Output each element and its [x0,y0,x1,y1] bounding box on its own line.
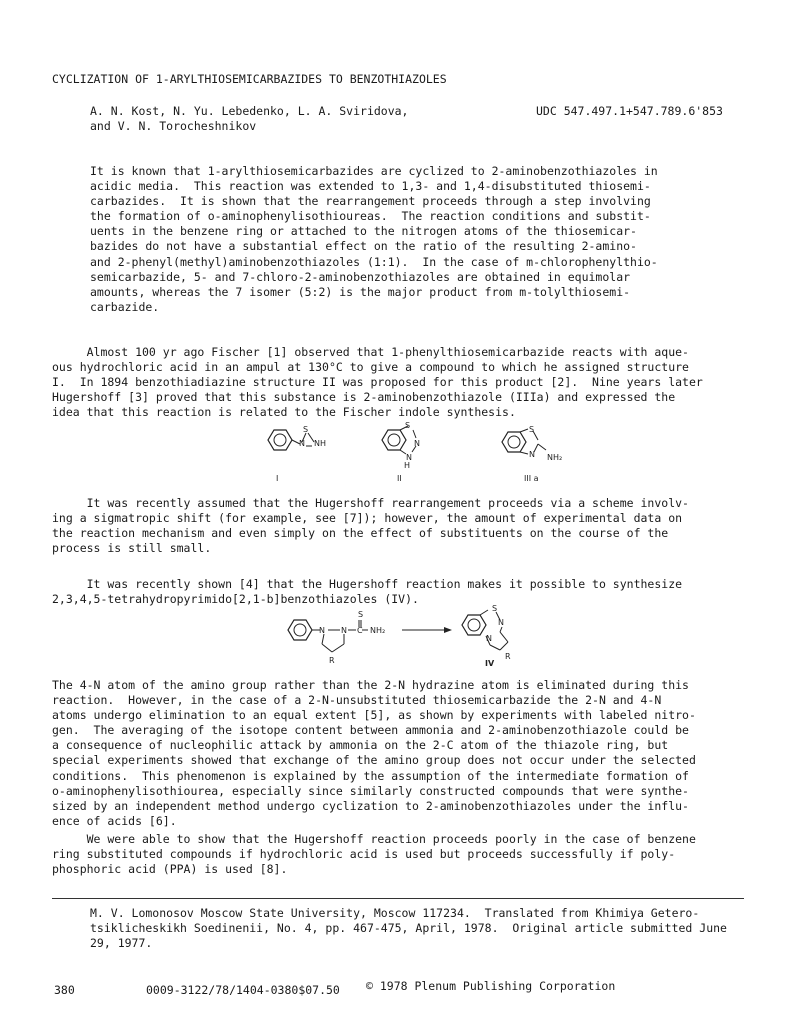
structure-IV-atom-n1: N [498,618,504,627]
structure-II-atom-n2: N [406,453,412,462]
structure-I-atom-s: S [303,425,309,434]
structure-I-atom-nh: NH [314,439,326,448]
structure-II-atom-n1: N [414,439,420,448]
author-list: A. N. Kost, N. Yu. Lebedenko, L. A. Sviridova, and V. N. Torocheshnikov [90,104,409,133]
structure-I [260,424,340,484]
reactant-atom-n2: N [341,626,347,635]
paragraph-elimination: The 4-N atom of the amino group rather than the 2-N hydrazine atom is eliminated during this reaction. However, in the case of a 2-N-unsubstituted thiosemicarbazide the 2-N and 4-N atoms undergo elimination to an equal extent [5], as shown by experiments with labeled nitro- gen. The averaging of the isotope content between ammonia and 2-aminobenzothiazole could be a consequence of nucleophilic attack by ammonia on the 2-C atom of the thiazole ring, but special experiments showed that exchange of the amino group does not occur under the selected conditions. This phenomenon is explained by the assumption of the intermediate formation of o-aminophenylisothiourea, especially since similarly constructed compounds that were synthe- sized by an independent method undergo cyclization to 2-aminobenzothiazoles under the influ- ence of acids [6]. [52,678,696,828]
paragraph-history: Almost 100 yr ago Fischer [1] observed that 1-phenylthiosemicarbazide reacts with aque- ous hydrochloric acid in an ampul at 130°C to give a compound to which he assigned structure I. In 1894 benzothiadiazine structure II was proposed for this product [2]. Nine years later Hugershoff [3] proved that this substance is 2-aminobenzothiazole (IIIa) and expressed the idea that this reaction is related to the Fischer indole synthesis. [52,345,703,420]
reactant-atom-nh2: NH₂ [370,626,386,635]
structure-II-atom-s: S [405,421,411,430]
paragraph-results: We were able to show that the Hugershoff reaction proceeds poorly in the case of benzene ring substituted compounds if hydrochloric acid is used but proceeds successfully if poly- phosphoric acid (PPA) is used [8]. [52,832,696,877]
reaction-scheme [286,600,566,670]
structure-IV-atom-s: S [492,604,498,613]
structure-II-atom-h: H [404,461,411,470]
copyright: © 1978 Plenum Publishing Corporation [366,979,616,993]
paper-title: CYCLIZATION OF 1-ARYLTHIOSEMICARBAZIDES TO BENZOTHIAZOLES [52,72,447,86]
footnote: M. V. Lomonosov Moscow State University, Moscow 117234. Translated from Khimiya Getero- tsiklicheskikh Soedinenii, No. 4, pp. 467-475, April, 1978. Original article submitted June 29, 1977. [90,906,727,951]
paragraph-synthesis: It was recently shown [4] that the Hugershoff reaction makes it possible to synthesize 2,3,4,5-tetrahydropyrimido[2,1-b]benzothiazoles (IV). [52,577,683,607]
structure-I-atom-n: N [299,439,305,448]
structure-I-label: I [276,474,279,483]
udc-code: UDC 547.497.1+547.789.6'853 [536,104,723,118]
structure-IIIa-atom-s: S [529,425,535,434]
structure-IIIa-atom-n: N [529,450,535,459]
paragraph-mechanism: It was recently assumed that the Hugershoff rearrangement proceeds via a scheme involv- ing a sigmatropic shift (for example, see [7]); however, the amount of experimental data on the reaction mechanism and even simply on the effect of substituents on the course of the process is still small. [52,496,689,556]
footnote-divider [52,898,744,899]
structure-II-label: II [397,474,402,483]
structure-IV-atom-n2: N [486,634,492,643]
reactant-atom-r: R [329,656,335,665]
article-code: 0009-3122/78/1404-0380$07.50 [146,983,340,997]
reactant-atom-n1: N [319,626,325,635]
abstract: It is known that 1-arylthiosemicarbazides are cyclized to 2-aminobenzothiazoles in acidic media. This reaction was extended to 1,3- and 1,4-disubstituted thiosemi- carbazides. It is shown that the rearrangement proceeds through a step involving the formation of o-aminophenylisothioureas. The reaction conditions and substit- uents in the benzene ring or attached to the nitrogen atoms of the thiosemicar- bazides do not have a substantial effect on the ratio of the resulting 2-amino- and 2-phenyl(methyl)aminobenzothiazoles (1:1). In the case of m-chlorophenylthio- semicarbazide, 5- and 7-chloro-2-aminobenzothiazoles are obtained in equimolar amounts, whereas the 7 isomer (5:2) is the major product from m-tolylthiosemi- carbazide. [90,164,658,314]
structure-IV-label: IV [485,659,495,668]
page-number: 380 [54,983,75,997]
structure-IV-atom-r: R [505,652,511,661]
structure-IIIa [500,424,580,474]
structure-IIIa-atom-nh2: NH₂ [547,453,563,462]
reactant-atom-c: C [357,626,363,635]
structure-IIIa-label: III a [524,474,539,483]
reactant-atom-s: S [358,610,364,619]
